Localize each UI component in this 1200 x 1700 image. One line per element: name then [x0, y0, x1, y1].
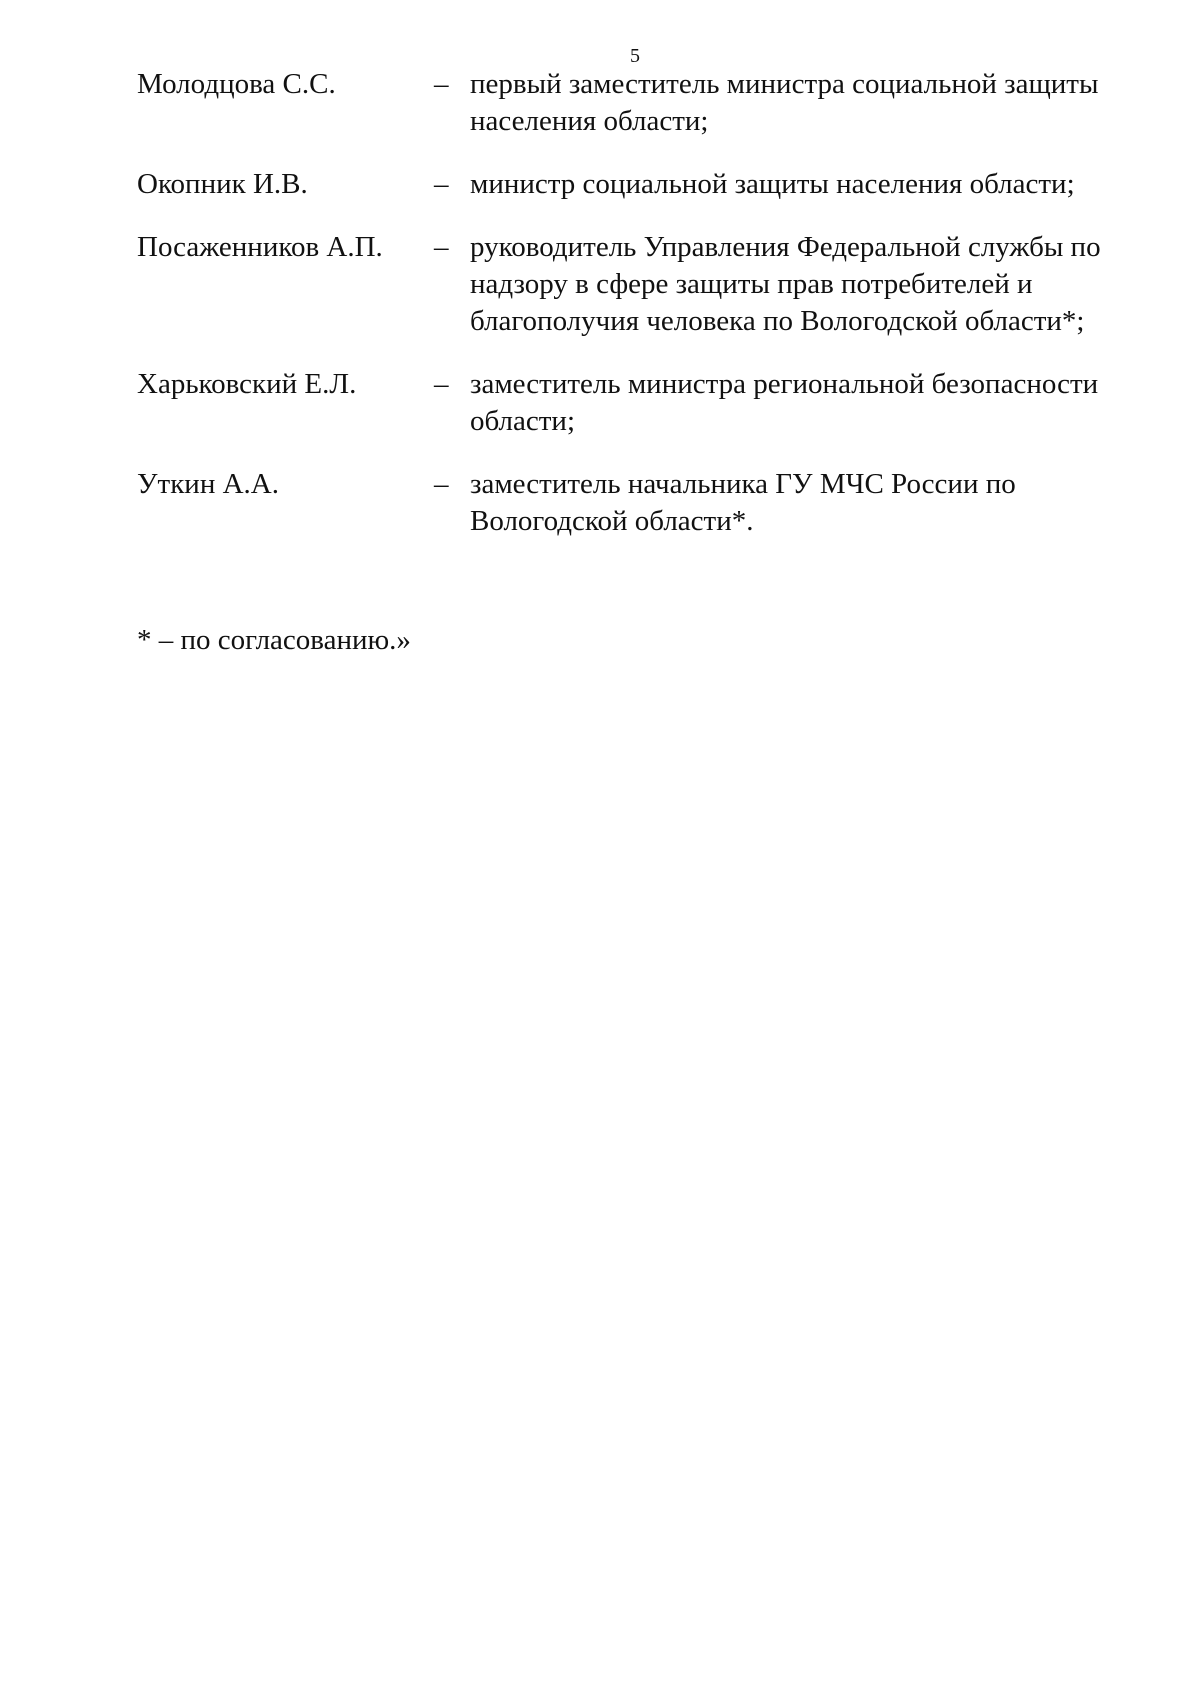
member-row [137, 229, 1107, 340]
dash-separator: – [434, 468, 449, 500]
member-name: Окопник И.В. [137, 168, 308, 200]
member-row [137, 66, 1107, 140]
member-position: заместитель начальника ГУ МЧС России по Вологодской области*. [470, 468, 1016, 537]
member-name: Посаженников А.П. [137, 231, 383, 263]
member-position: руководитель Управления Федеральной службы по надзору в сфере защиты прав потребителей и благополучия человека по Вологодской области*; [470, 231, 1101, 337]
dash-separator: – [434, 168, 449, 200]
member-row [137, 366, 1107, 440]
dash-separator: – [434, 68, 449, 100]
member-name: Уткин А.А. [137, 468, 279, 500]
member-name: Молодцова С.С. [137, 68, 336, 100]
member-row [137, 166, 1107, 203]
member-position: первый заместитель министра социальной защиты населения области; [470, 68, 1099, 137]
member-list [137, 66, 1107, 540]
member-position: министр социальной защиты населения области; [470, 168, 1075, 200]
member-position: заместитель министра региональной безопасности области; [470, 368, 1099, 437]
page-number: 5 [630, 45, 640, 67]
dash-separator: – [434, 368, 449, 400]
member-row [137, 466, 1107, 540]
dash-separator: – [434, 231, 449, 263]
member-name: Харьковский Е.Л. [137, 368, 357, 400]
footnote: * – по согласованию.» [137, 624, 411, 656]
